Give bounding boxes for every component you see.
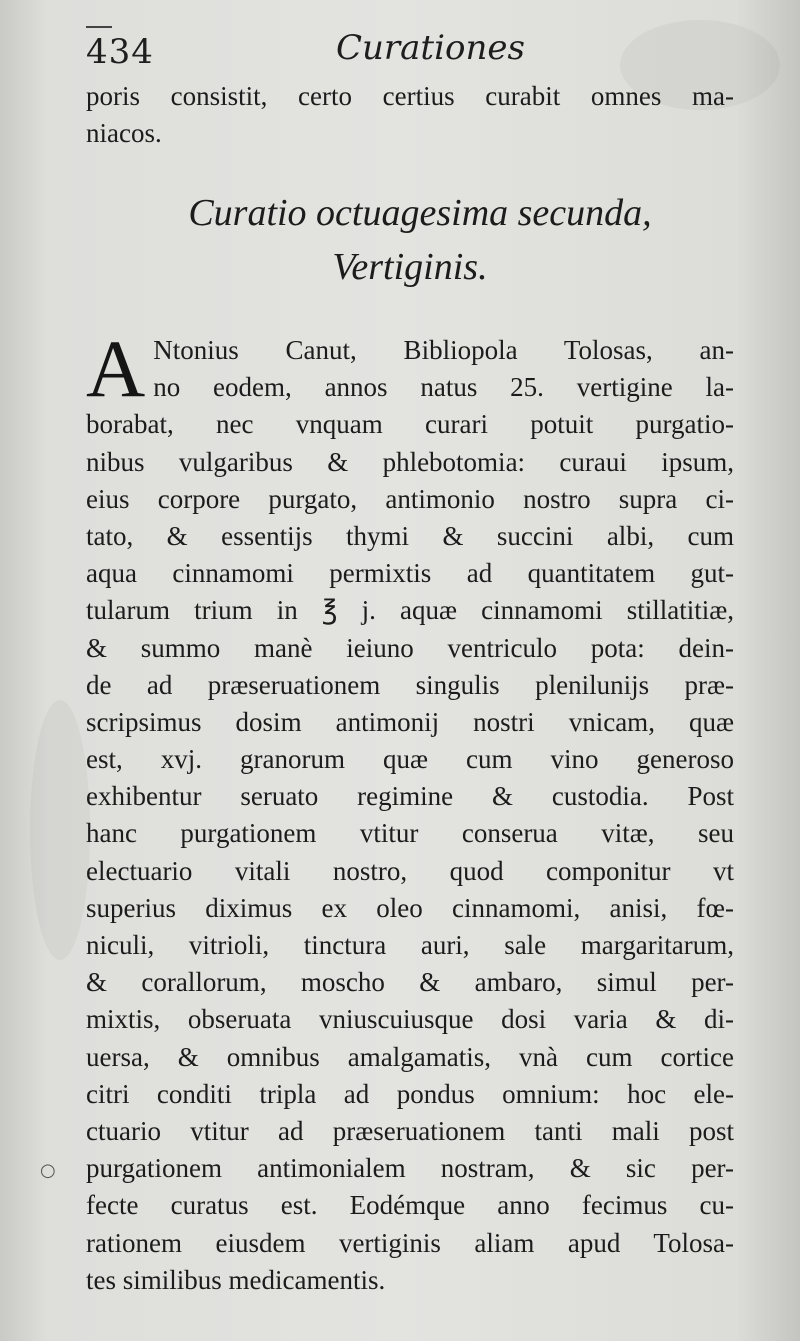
text-line: nibus vulgaribus & phlebotomia: curaui ipsum, [86, 446, 734, 477]
text-line: mixtis, obseruata vniuscuiusque dosi varia & di- [86, 1004, 734, 1035]
margin-mark-icon: ○ [40, 1160, 56, 1181]
text-line: uersa, & omnibus amalgamatis, vnà cum cortice [86, 1041, 734, 1072]
text-line: purgationem antimonialem nostram, & sic per- [86, 1153, 734, 1184]
text-line: niculi, vitrioli, tinctura auri, sale margaritarum, [86, 930, 734, 960]
text-line: de ad præseruationem singulis plenilunijs præ- [86, 669, 734, 700]
text-line: scripsimus dosim antimonij nostri vnicam, quæ [86, 706, 734, 737]
paper-stain [30, 700, 90, 960]
running-head: Curationes [336, 28, 525, 68]
drop-cap-lines [153, 332, 734, 406]
text-line: superius diximus ex oleo cinnamomi, anisi, fœ- [86, 892, 734, 923]
chapter-title [86, 186, 734, 294]
text-line: ctuario vtitur ad præseruationem tanti mali post [86, 1115, 734, 1146]
text-line: no eodem, annos natus 25. vertigine la- [153, 372, 734, 403]
text-line: hanc purgationem vtitur conserua vitæ, seu [86, 818, 734, 849]
text-line: & corallorum, moscho & ambaro, simul per- [86, 967, 734, 998]
drop-cap: A [86, 323, 146, 414]
text-line: tes similibus medicamentis. [86, 1264, 386, 1295]
text-line: citri conditi tripla ad pondus omnium: hoc ele- [86, 1078, 734, 1109]
text-line: niacos. [86, 118, 162, 149]
text-line: electuario vitali nostro, quod componitur vt [86, 855, 734, 886]
text-line: & summo manè ieiuno ventriculo pota: dein- [86, 632, 734, 663]
text-line: Ntonius Canut, Bibliopola Tolosas, an- [153, 335, 734, 365]
header-rule [86, 26, 112, 28]
continuation-paragraph [86, 78, 734, 152]
page-header [86, 26, 726, 76]
text-line: tularum trium in ℥ j. aquæ cinnamomi stillatitiæ, [86, 595, 734, 626]
text-line: eius corpore purgato, antimonio nostro supra ci- [86, 483, 734, 514]
text-line: aqua cinnamomi permixtis ad quantitatem gut- [86, 558, 734, 589]
text-line: borabat, nec vnquam curari potuit purgatio- [86, 409, 734, 440]
text-line: poris consistit, certo certius curabit omnes ma- [86, 81, 734, 111]
chapter-subtitle-line: Vertiginis. [332, 246, 488, 288]
page-number: 434 [86, 32, 154, 72]
text-line: exhibentur seruato regimine & custodia. Post [86, 781, 734, 812]
main-paragraph [86, 323, 734, 1299]
text-line: fecte curatus est. Eodémque anno fecimus cu- [86, 1190, 734, 1221]
opening-block [86, 323, 734, 414]
text-line: est, xvj. granorum quæ cum vino generoso [86, 744, 734, 775]
chapter-title-line: Curatio octuagesima secunda, [188, 192, 652, 234]
text-line: tato, & essentijs thymi & succini albi, cum [86, 520, 734, 551]
text-line: rationem eiusdem vertiginis aliam apud Tolosa- [86, 1227, 734, 1258]
